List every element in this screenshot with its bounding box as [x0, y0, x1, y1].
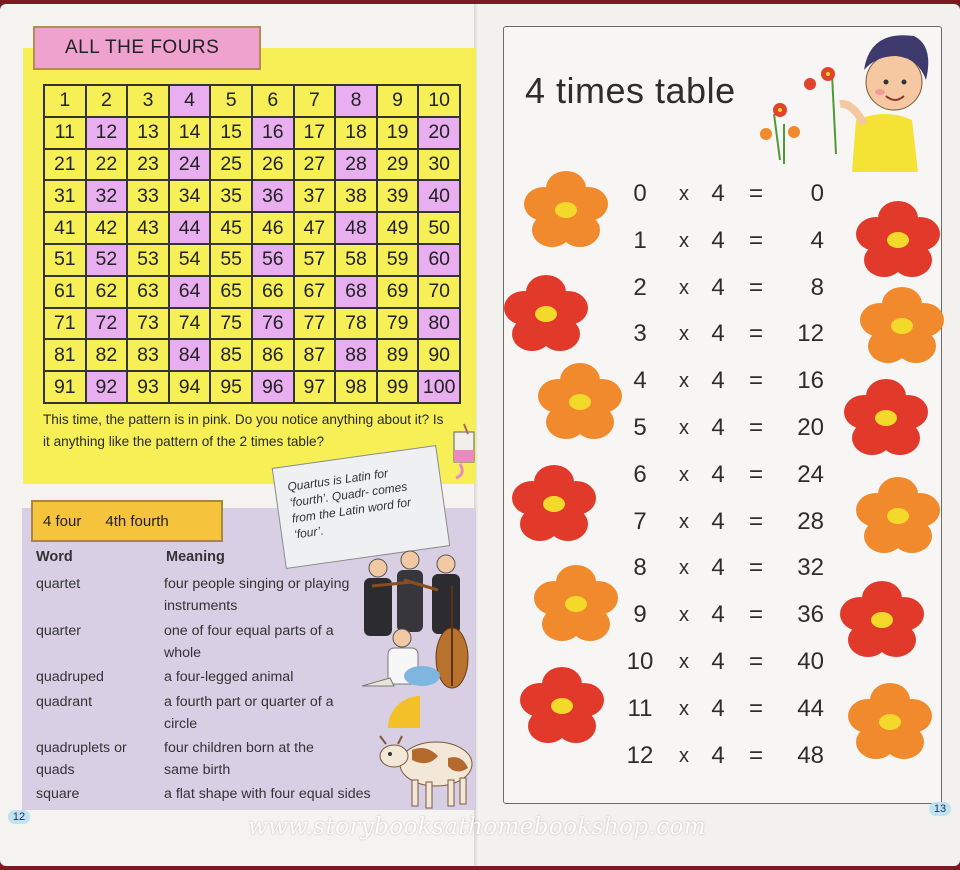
- grid-cell: 87: [294, 339, 336, 371]
- equation-multiplier: 11: [627, 694, 653, 722]
- equation-multiplier: 2: [633, 273, 647, 301]
- grid-cell: 88: [335, 339, 377, 371]
- grid-cell: 92: [86, 371, 128, 403]
- grid-cell: 37: [294, 180, 336, 212]
- equation-row: [620, 227, 830, 267]
- grid-cell: 69: [377, 276, 419, 308]
- grid-cell: 49: [377, 212, 419, 244]
- paint-pot-icon: [450, 420, 480, 480]
- grid-cell: 46: [252, 212, 294, 244]
- grid-cell: 1: [44, 85, 86, 117]
- grid-cell: 66: [252, 276, 294, 308]
- grid-cell: 8: [335, 85, 377, 117]
- fours-title: ALL THE FOURS: [33, 26, 261, 70]
- grid-cell: 79: [377, 308, 419, 340]
- latin-note-card: Quartus is Latin for ‘fourth’. Quadr- comes from the Latin word for ‘four’.: [272, 445, 451, 569]
- equals-sign: =: [748, 367, 763, 395]
- grid-cell: 43: [127, 212, 169, 244]
- equation-multiplier: 4: [633, 367, 647, 395]
- grid-cell: 83: [127, 339, 169, 371]
- equation-result: 36: [797, 601, 824, 629]
- meaning: a flat shape with four equal sides: [164, 786, 371, 802]
- equation-multiplicand: 4: [711, 741, 725, 769]
- girl-with-flowers-illustration: [744, 24, 940, 176]
- page-number-left: 12: [8, 810, 30, 824]
- grid-cell: 73: [127, 308, 169, 340]
- equation-multiplier: 6: [633, 460, 647, 488]
- grid-cell: 71: [44, 308, 86, 340]
- equation-row: [620, 414, 830, 454]
- times-sign: x: [679, 463, 689, 486]
- grid-cell: 99: [377, 371, 419, 403]
- grid-cell: 33: [127, 180, 169, 212]
- equation-result: 40: [797, 648, 824, 675]
- grid-cell: 40: [418, 180, 460, 212]
- grid-cell: 17: [294, 117, 336, 149]
- grid-cell: 18: [335, 117, 377, 149]
- equation-multiplier: 8: [633, 554, 647, 582]
- grid-cell: 26: [252, 149, 294, 181]
- grid-cell: 84: [169, 339, 211, 371]
- pattern-question: This time, the pattern is in pink. Do you notice anything about it? Is it anything like the pattern of the 2 times table?: [43, 412, 444, 449]
- equals-sign: =: [748, 694, 763, 722]
- grid-cell: 19: [377, 117, 419, 149]
- equation-multiplier: 12: [626, 741, 654, 769]
- word: square: [36, 786, 80, 802]
- times-sign: x: [679, 697, 689, 720]
- grid-cell: 55: [210, 244, 252, 276]
- meaning: four people singing or playing instruments: [164, 576, 350, 614]
- four-fourth-heading: [31, 500, 223, 542]
- grid-cell: 95: [210, 371, 252, 403]
- grid-cell: 97: [294, 371, 336, 403]
- grid-cell: 70: [418, 276, 460, 308]
- grid-cell: 75: [210, 308, 252, 340]
- grid-cell: 38: [335, 180, 377, 212]
- watermark: www.storybooksathomebookshop.com: [248, 814, 706, 840]
- grid-cell: 81: [44, 339, 86, 371]
- equation-row: [620, 508, 830, 548]
- equation-result: 20: [797, 414, 824, 441]
- flower-decoration-left: [498, 166, 636, 766]
- grid-cell: 14: [169, 117, 211, 149]
- equation-result: 28: [797, 507, 824, 535]
- equals-sign: =: [748, 648, 763, 675]
- grid-cell: 28: [335, 149, 377, 181]
- grid-cell: 30: [418, 149, 460, 181]
- meaning: four children born at the same birth: [164, 740, 314, 778]
- meaning-column-header: Meaning: [166, 549, 225, 565]
- grid-cell: 59: [377, 244, 419, 276]
- equals-sign: =: [748, 414, 763, 441]
- grid-cell: 51: [44, 244, 86, 276]
- grid-cell: 36: [252, 180, 294, 212]
- grid-cell: 96: [252, 371, 294, 403]
- equation-row: [620, 695, 830, 735]
- equals-sign: =: [748, 460, 763, 488]
- grid-cell: 90: [418, 339, 460, 371]
- heading-four: 4 four: [43, 512, 82, 530]
- grid-cell: 57: [294, 244, 336, 276]
- grid-cell: 50: [418, 212, 460, 244]
- equation-result: 12: [797, 320, 824, 348]
- equation-row: [620, 367, 830, 407]
- equation-row: [620, 180, 830, 220]
- grid-cell: 42: [86, 212, 128, 244]
- equation-row: [620, 320, 830, 360]
- heading-fourth: 4th fourth: [105, 512, 169, 530]
- equation-multiplier: 5: [633, 414, 647, 441]
- grid-cell: 91: [44, 371, 86, 403]
- word: quadrant: [36, 694, 93, 710]
- equation-multiplicand: 4: [711, 273, 725, 301]
- equation-result: 16: [797, 367, 824, 395]
- grid-cell: 34: [169, 180, 211, 212]
- equation-multiplicand: 4: [711, 414, 725, 441]
- times-sign: x: [679, 276, 689, 299]
- grid-cell: 15: [210, 117, 252, 149]
- grid-cell: 4: [169, 85, 211, 117]
- equation-result: 4: [810, 226, 824, 254]
- grid-cell: 76: [252, 308, 294, 340]
- equation-multiplier: 7: [633, 507, 647, 535]
- times-sign: x: [679, 604, 689, 627]
- grid-cell: 45: [210, 212, 252, 244]
- equals-sign: =: [748, 601, 763, 629]
- grid-cell: 72: [86, 308, 128, 340]
- grid-cell: 32: [86, 180, 128, 212]
- meaning: a fourth part or quarter of a circle: [164, 694, 334, 732]
- grid-cell: 64: [169, 276, 211, 308]
- grid-cell: 77: [294, 308, 336, 340]
- grid-cell: 20: [418, 117, 460, 149]
- word-column-header: Word: [36, 549, 73, 565]
- equation-multiplicand: 4: [711, 601, 725, 629]
- times-sign: x: [679, 417, 689, 439]
- grid-cell: 60: [418, 244, 460, 276]
- equation-row: [620, 461, 830, 501]
- equation-result: 32: [797, 554, 824, 582]
- equals-sign: =: [748, 741, 763, 769]
- equation-multiplier: 10: [626, 648, 654, 675]
- equation-row: [620, 648, 830, 688]
- grid-cell: 5: [210, 85, 252, 117]
- grid-cell: 61: [44, 276, 86, 308]
- times-table-title: 4 times table: [525, 70, 736, 111]
- grid-cell: 56: [252, 244, 294, 276]
- equation-multiplicand: 4: [711, 180, 725, 207]
- grid-cell: 27: [294, 149, 336, 181]
- grid-cell: 23: [127, 149, 169, 181]
- grid-cell: 98: [335, 371, 377, 403]
- string-quartet-illustration: [352, 546, 478, 696]
- equation-multiplier: 9: [633, 601, 647, 629]
- equation-row: [620, 274, 830, 314]
- grid-cell: 47: [294, 212, 336, 244]
- grid-cell: 63: [127, 276, 169, 308]
- times-sign: x: [679, 651, 689, 673]
- equals-sign: =: [748, 180, 763, 207]
- equation-multiplicand: 4: [711, 367, 725, 395]
- times-sign: x: [679, 323, 689, 346]
- grid-cell: 86: [252, 339, 294, 371]
- equation-multiplicand: 4: [711, 460, 725, 488]
- equation-multiplicand: 4: [711, 694, 725, 722]
- grid-cell: 3: [127, 85, 169, 117]
- times-sign: x: [679, 557, 689, 580]
- grid-cell: 85: [210, 339, 252, 371]
- equation-multiplier: 0: [633, 180, 647, 207]
- equals-sign: =: [748, 554, 763, 582]
- word: quadruplets or quads: [36, 740, 127, 778]
- equation-result: 48: [797, 741, 824, 769]
- equation-result: 24: [797, 460, 824, 488]
- equation-multiplier: 1: [633, 226, 647, 254]
- grid-cell: 93: [127, 371, 169, 403]
- times-sign: x: [679, 744, 689, 767]
- grid-cell: 41: [44, 212, 86, 244]
- grid-cell: 80: [418, 308, 460, 340]
- grid-cell: 39: [377, 180, 419, 212]
- grid-cell: 44: [169, 212, 211, 244]
- meaning: a four-legged animal: [164, 669, 294, 685]
- flower-decoration-right: [826, 190, 950, 780]
- grid-cell: 74: [169, 308, 211, 340]
- grid-cell: 22: [86, 149, 128, 181]
- word: quartet: [36, 576, 81, 592]
- grid-cell: 9: [377, 85, 419, 117]
- grid-cell: 67: [294, 276, 336, 308]
- grid-cell: 12: [86, 117, 128, 149]
- grid-cell: 82: [86, 339, 128, 371]
- times-sign: x: [679, 183, 689, 205]
- times-sign: x: [679, 510, 689, 533]
- equation-row: [620, 601, 830, 641]
- equation-result: 8: [810, 273, 824, 301]
- grid-cell: 62: [86, 276, 128, 308]
- grid-cell: 24: [169, 149, 211, 181]
- grid-cell: 35: [210, 180, 252, 212]
- grid-cell: 13: [127, 117, 169, 149]
- grid-cell: 100: [418, 371, 460, 403]
- grid-cell: 25: [210, 149, 252, 181]
- grid-cell: 54: [169, 244, 211, 276]
- equals-sign: =: [748, 226, 763, 254]
- equation-multiplicand: 4: [711, 554, 725, 582]
- word: quadruped: [36, 669, 104, 685]
- grid-cell: 78: [335, 308, 377, 340]
- grid-cell: 48: [335, 212, 377, 244]
- page-number-right: 13: [929, 802, 951, 816]
- equals-sign: =: [748, 273, 763, 301]
- grid-cell: 58: [335, 244, 377, 276]
- grid-cell: 53: [127, 244, 169, 276]
- grid-cell: 2: [86, 85, 128, 117]
- grid-cell: 21: [44, 149, 86, 181]
- grid-cell: 94: [169, 371, 211, 403]
- equation-result: 44: [797, 694, 824, 722]
- times-sign: x: [679, 370, 689, 393]
- grid-cell: 52: [86, 244, 128, 276]
- grid-cell: 16: [252, 117, 294, 149]
- meaning: one of four equal parts of a whole: [164, 623, 334, 661]
- grid-cell: 31: [44, 180, 86, 212]
- equation-multiplier: 3: [633, 320, 647, 348]
- equation-multiplicand: 4: [711, 507, 725, 535]
- equation-row: [620, 554, 830, 594]
- equation-multiplicand: 4: [711, 320, 725, 348]
- equals-sign: =: [748, 507, 763, 535]
- cow-illustration: [372, 722, 478, 814]
- hundred-square-grid: [43, 84, 461, 404]
- grid-cell: 29: [377, 149, 419, 181]
- grid-cell: 6: [252, 85, 294, 117]
- grid-cell: 11: [44, 117, 86, 149]
- grid-cell: 68: [335, 276, 377, 308]
- equation-result: 0: [810, 180, 824, 207]
- equation-row: [620, 742, 830, 782]
- equation-multiplicand: 4: [711, 648, 725, 675]
- grid-cell: 7: [294, 85, 336, 117]
- times-sign: x: [679, 229, 689, 252]
- word: quarter: [36, 623, 81, 639]
- grid-cell: 10: [418, 85, 460, 117]
- grid-cell: 89: [377, 339, 419, 371]
- equals-sign: =: [748, 320, 763, 348]
- equation-multiplicand: 4: [711, 226, 725, 254]
- grid-cell: 65: [210, 276, 252, 308]
